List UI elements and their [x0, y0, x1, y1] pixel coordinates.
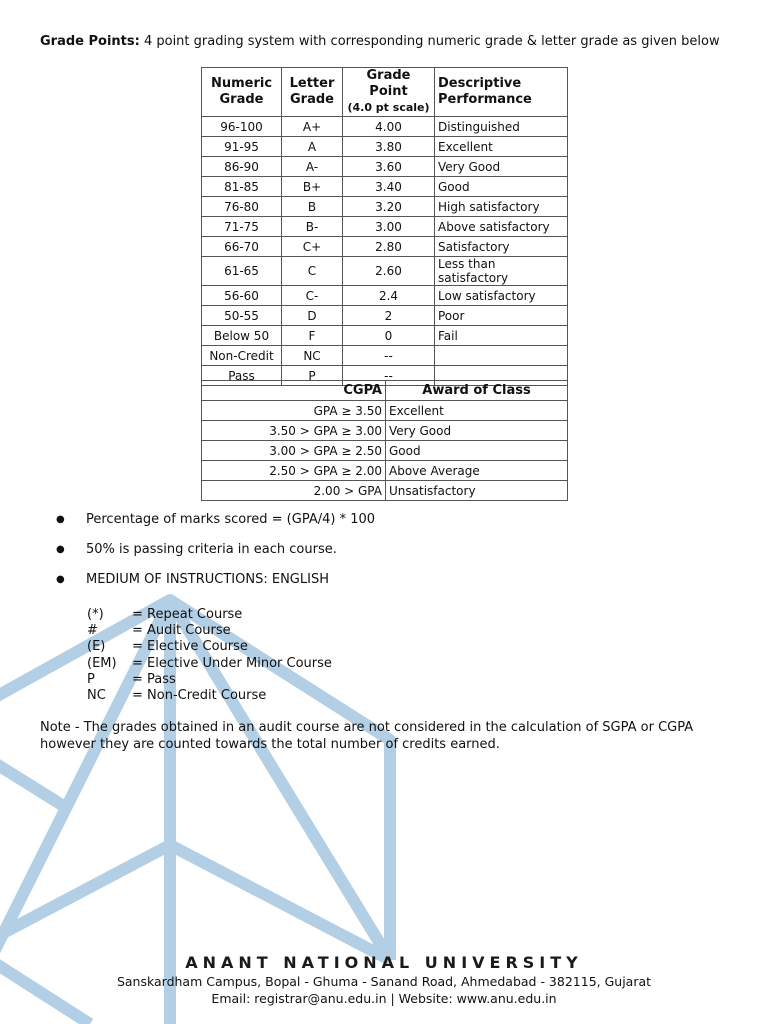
- legend-row: NC = Non-Credit Course: [87, 688, 267, 704]
- bullet-list: [56, 509, 375, 599]
- description-cell: Excellent: [435, 137, 568, 157]
- letter-cell: A: [282, 137, 343, 157]
- letter-cell: A+: [282, 117, 343, 137]
- list-item: ● Percentage of marks scored = (GPA/4) * 100: [56, 511, 376, 527]
- point-cell: 3.60: [343, 157, 435, 177]
- description-cell: Satisfactory: [435, 237, 568, 257]
- cgpa-range-cell: 2.00 > GPA: [202, 481, 386, 501]
- cgpa-range-cell: 3.50 > GPA ≥ 3.00: [202, 421, 386, 441]
- letter-cell: F: [282, 326, 343, 346]
- numeric-cell: 91-95: [202, 137, 282, 157]
- bullet-icon: ●: [56, 573, 65, 585]
- point-cell: 2: [343, 306, 435, 326]
- symbol-legend: [87, 607, 332, 704]
- contact-info: Email: registrar@anu.edu.in | Website: www.anu.edu.in: [211, 991, 557, 1006]
- table-row: [202, 177, 568, 197]
- campus-address: Sanskardham Campus, Bopal - Ghuma - Sanand Road, Ahmedabad - 382115, Gujarat: [116, 974, 652, 989]
- description-cell: Low satisfactory: [435, 286, 568, 306]
- point-cell: 2.4: [343, 286, 435, 306]
- table-row: [202, 217, 568, 237]
- table-row: [202, 421, 568, 441]
- point-cell: 2.60: [343, 257, 435, 286]
- numeric-cell: 56-60: [202, 286, 282, 306]
- cgpa-range-cell: GPA ≥ 3.50: [202, 401, 386, 421]
- university-name: ANANT NATIONAL UNIVERSITY: [185, 953, 583, 972]
- letter-cell: D: [282, 306, 343, 326]
- list-item: ● 50% is passing criteria in each course.: [56, 541, 337, 557]
- numeric-cell: Non-Credit: [202, 346, 282, 366]
- grade-points-table: [201, 67, 568, 386]
- description-cell: Very Good: [435, 157, 568, 177]
- audit-course-note: Note - The grades obtained in an audit course are not considered in the calculation of SGPA or CGPA however they are counted towards the total number of credits earned.: [40, 720, 694, 752]
- point-cell: 0: [343, 326, 435, 346]
- legend-row: P = Pass: [87, 671, 176, 687]
- point-cell: 3.40: [343, 177, 435, 197]
- point-cell: 3.00: [343, 217, 435, 237]
- numeric-cell: 71-75: [202, 217, 282, 237]
- intro-label: Grade Points:: [40, 34, 140, 49]
- letter-cell: C: [282, 257, 343, 286]
- table-row: [202, 157, 568, 177]
- description-cell: Less than satisfactory: [435, 257, 568, 286]
- cgpa-range-cell: 3.00 > GPA ≥ 2.50: [202, 441, 386, 461]
- header-cgpa: CGPA: [202, 381, 386, 401]
- letter-cell: B+: [282, 177, 343, 197]
- description-cell: [435, 346, 568, 366]
- header-grade-point: Grade Point (4.0 pt scale): [343, 68, 435, 117]
- cgpa-table-header: [202, 381, 568, 401]
- numeric-cell: 96-100: [202, 117, 282, 137]
- legend-row: (E) = Elective Course: [87, 639, 248, 655]
- description-cell: Above satisfactory: [435, 217, 568, 237]
- description-cell: High satisfactory: [435, 197, 568, 217]
- description-cell: Poor: [435, 306, 568, 326]
- numeric-cell: 50-55: [202, 306, 282, 326]
- numeric-cell: 76-80: [202, 197, 282, 217]
- description-cell: Distinguished: [435, 117, 568, 137]
- table-row: [202, 401, 568, 421]
- bullet-icon: ●: [56, 543, 65, 555]
- letter-cell: B: [282, 197, 343, 217]
- table-row: [202, 306, 568, 326]
- list-item: ● MEDIUM OF INSTRUCTIONS: ENGLISH: [56, 571, 329, 587]
- legend-row: # = Audit Course: [87, 623, 231, 639]
- description-cell: Fail: [435, 326, 568, 346]
- legend-row: (*) = Repeat Course: [87, 607, 243, 622]
- cgpa-award-table: [201, 380, 568, 501]
- table-row: [202, 481, 568, 501]
- table-row: [202, 257, 568, 286]
- intro-text: 4 point grading system with corresponding numeric grade & letter grade as given below: [139, 34, 720, 49]
- award-cell: Excellent: [386, 401, 568, 421]
- letter-cell: A-: [282, 157, 343, 177]
- letter-cell: NC: [282, 346, 343, 366]
- header-descriptive-performance: Descriptive Performance: [435, 68, 568, 117]
- point-cell: 4.00: [343, 117, 435, 137]
- award-cell: Very Good: [386, 421, 568, 441]
- numeric-cell: 86-90: [202, 157, 282, 177]
- table-row: [202, 237, 568, 257]
- table-row: [202, 326, 568, 346]
- letter-cell: P: [282, 366, 343, 386]
- bullet-icon: ●: [56, 513, 65, 525]
- grade-points-intro: [40, 34, 720, 49]
- table-row: [202, 461, 568, 481]
- header-award-of-class: Award of Class: [386, 381, 568, 401]
- award-cell: Above Average: [386, 461, 568, 481]
- legend-row: (EM) = Elective Under Minor Course: [87, 655, 332, 671]
- table-row: [202, 346, 568, 366]
- footer: [0, 953, 768, 1006]
- point-cell: --: [343, 346, 435, 366]
- point-cell: 3.80: [343, 137, 435, 157]
- point-cell: 3.20: [343, 197, 435, 217]
- numeric-cell: 61-65: [202, 257, 282, 286]
- award-cell: Good: [386, 441, 568, 461]
- numeric-cell: Pass: [202, 366, 282, 386]
- table-row: [202, 286, 568, 306]
- grade-table-header: [202, 68, 568, 117]
- description-cell: Good: [435, 177, 568, 197]
- table-row: [202, 137, 568, 157]
- award-cell: Unsatisfactory: [386, 481, 568, 501]
- table-row: [202, 117, 568, 137]
- letter-cell: B-: [282, 217, 343, 237]
- table-row: [202, 441, 568, 461]
- cgpa-range-cell: 2.50 > GPA ≥ 2.00: [202, 461, 386, 481]
- letter-cell: C+: [282, 237, 343, 257]
- numeric-cell: Below 50: [202, 326, 282, 346]
- header-numeric-grade: Numeric Grade: [202, 68, 282, 117]
- numeric-cell: 66-70: [202, 237, 282, 257]
- letter-cell: C-: [282, 286, 343, 306]
- point-cell: --: [343, 366, 435, 386]
- header-letter-grade: Letter Grade: [282, 68, 343, 117]
- point-cell: 2.80: [343, 237, 435, 257]
- table-row: [202, 197, 568, 217]
- numeric-cell: 81-85: [202, 177, 282, 197]
